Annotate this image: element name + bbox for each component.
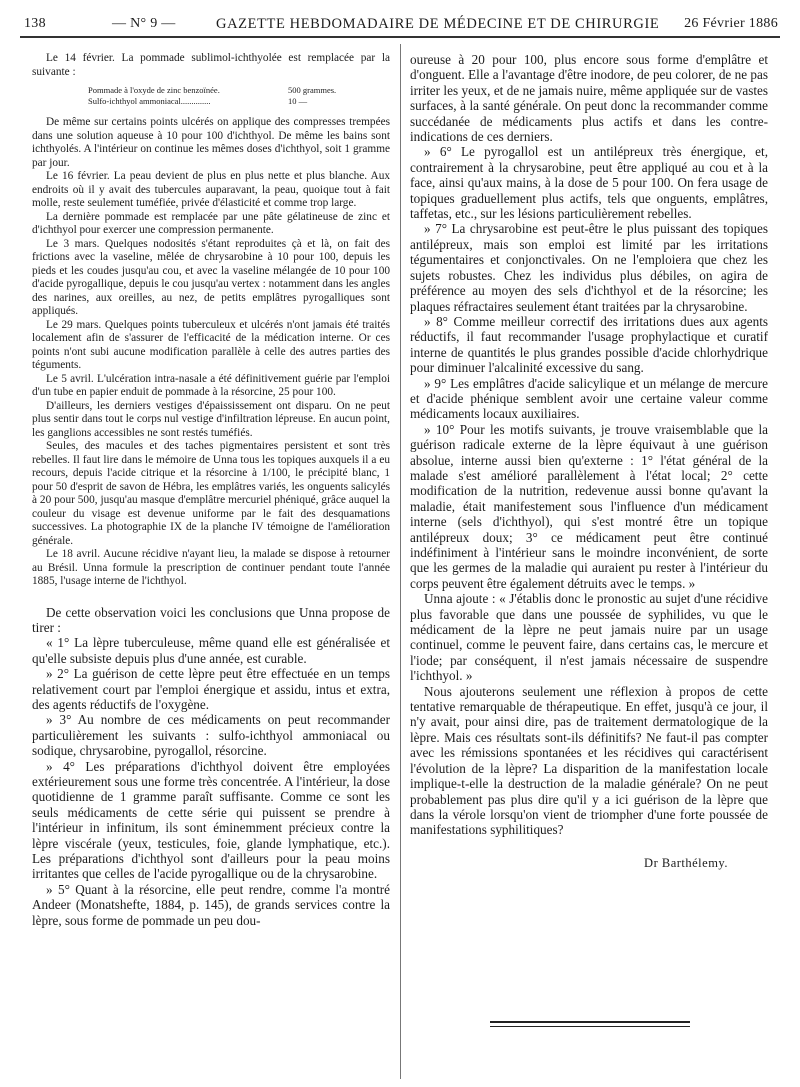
body-paragraph: » 10° Pour les motifs suivants, je trouve vraisemblable que la guérison radicale externe de la lèpre équivaut à une guérison absolue, interne aussi bien qu'externe : 1° l'état général de la malade s'est amélioré parallèlement à l'état local; 2° cette modification de la nutrition, redevenue aussi bonne qu'avant la maladie, était manifestement sous l'influence d'un médicament interne (sels d'ichthyol), qui s'est montré être un topique antilépreux doux; 3° ce médicament peut être continué indéfiniment à l'intérieur sans le moindre inconvénient, de sorte que les germes de la maladie qui auraient pu rester à l'intérieur du corps peuvent être également détruits avec le temps. » [410,421,768,591]
column-divider [400,44,401,1079]
formula-ingredient: Pommade à l'oxyde de zinc benzoïnée. [88,85,220,95]
end-rule [490,1021,690,1023]
case-paragraph: Seules, des macules et des taches pigmentaires persistent et sont très rebelles. Il faut lire dans le mémoire de Unna tous les topiques auxquels il a eu recours, depuis l'acide citrique et la résorcine à 1/100, le précipité blanc, 1 pour 50 d'esprit de savon de Hébra, les emplâtres variés, les onguents salicylés à 20 pour 500, jusqu'au masque d'emplâtre mercuriel phéniqué, grâce auquel la couleur du visage est devenue uniforme par le fait des desquamations successives. La photographie IX de la planche IV témoigne de l'amélioration générale. [32,440,390,547]
formula-quantity: 500 grammes. [288,85,337,95]
author-signature: Dr Barthélemy. [644,855,728,870]
body-paragraph: » 8° Comme meilleur correctif des irritations dues aux agents réductifs, il faut recommander l'usage prophylactique et curatif interne de quantités le plus grandes possible d'acide chlorhydrique pour diminuer l'alcalinité excessive du sang. [410,313,768,376]
case-paragraph: D'ailleurs, les derniers vestiges d'épaississement ont disparu. On ne peut plus sentir dans tout le corps nul vestige d'infiltration lépreuse. En aucun point, les ganglions accessibles ne sont restés tuméfiés. [32,399,390,439]
body-paragraph: » 9° Les emplâtres d'acide salicylique et un mélange de mercure et d'acide phénique semblent avoir une certaine valeur comme médicaments locaux auxiliaires. [410,375,768,422]
case-paragraph: La dernière pommade est remplacée par une pâte gélatineuse de zinc et d'ichthyol pour exercer une compression permanente. [32,210,390,236]
case-paragraph: Le 18 avril. Aucune récidive n'ayant lieu, la malade se dispose à retourner au Brésil. Unna formule la prescription de continuer pendant toute l'année 1885, l'usage interne de l'ichthyol. [32,548,390,587]
conclusion-item: » 4° Les préparations d'ichthyol doivent être employées extérieurement sous une forme très concentrée. A l'intérieur, la dose quotidienne de 1 gramme paraît suffisante. Comme ce sont les seuls médicaments de cette série qui puissent se prendre à l'intérieur in infinitum, ils sont éminemment précieux contre la lèpre viscérale (yeux, testicules, foie, glande lymphatique, etc.). Les préparations d'ichthyol sont d'ailleurs pour la peau moins irritantes que celles de l'acide pyrogallique ou de la chrysarobine. [32,758,390,882]
body-paragraph: Unna ajoute : « J'établis donc le pronostic au sujet d'une récidive plus favorable que dans une poussée de syphilides, vu que le médicament de la lèpre ne peut jamais nuire par un usage continuel, comme le peuvent faire, dans certains cas, le mercure et l'iode; par conséquent, il n'est jamais nécessaire de suspendre l'ichthyol. » [410,591,768,684]
case-paragraph: De même sur certains points ulcérés on applique des compresses trempées dans une solution aqueuse à 10 pour 100 d'ichthyol. De même les bains sont ichthyolés. A l'intérieur on continue les mêmes doses d'ichthyol, soit 1 gramme par jour. [32,116,390,169]
body-paragraph: Nous ajouterons seulement une réflexion à propos de cette tentative remarquable de thérapeutique. En effet, jusqu'à ce jour, il n'y avait, pour ainsi dire, pas de traitement dermatologique de la lèpre. Mais ces résultats sont-ils définitifs? Ne faut-il pas compter avec les rémissions spontanées et les récidives qui caractérisent l'évolution de la lèpre? La disparition de la manifestation locale implique-t-elle la destruction de la maladie générale? On ne peut probablement pas plus dire qu'il y a ici guérison de la lèpre que dans la vérole lorsqu'on vient de triompher d'une forte poussée de manifestations syphilitiques? [410,683,768,838]
case-paragraph: Le 3 mars. Quelques nodosités s'étant reproduites çà et là, on fait des frictions avec la vaseline, mêlée de chrysarobine à 10 pour 100, depuis les pieds et les coudes jusqu'au cou, et avec la vaseline mélangée de 10 pour 100 d'acide pyrogallique, depuis le cou jusqu'au vertex : notamment dans les angles des narines, aux oreilles, au nez, de petits emplâtres pyrogalliques sont appliqués. [32,237,390,317]
body-paragraph: » 7° La chrysarobine est peut-être le plus puissant des topiques antilépreux, mais son emploi est limité par les irritations tégumentaires et conjonctivales. On ne l'emploiera que chez les sujets robustes. Chez les individus plus débiles, on agira de préférence au moyen des sels d'ichthyol et de la résorcine; les plaques réfractaires seulement étant traitées par la chrysarobine. [410,221,768,314]
case-paragraph: Le 29 mars. Quelques points tuberculeux et ulcérés n'ont jamais été traités localement afin de s'assurer de l'efficacité de la médication interne. Or ces points n'ont subi aucune modification parallèle à celle des autres parties des téguments. [32,318,390,371]
formula-intro: Le 14 février. La pommade sublimol-ichthyolée est remplacée par la suivante : [32,52,390,78]
page-number: 138 [24,16,46,31]
journal-title: GAZETTE HEBDOMADAIRE DE MÉDECINE ET DE CHIRURGIE [216,16,660,32]
issue-number: — N° 9 — [112,16,176,31]
conclusion-item: » 5° Quant à la résorcine, elle peut rendre, comme l'a montré Andeer (Monatshefte, 1884, p. 145), de grands services contre la lèpre, sous forme de pommade un peu dou- [32,881,390,928]
end-rule-thin [490,1026,690,1027]
case-paragraph: Le 5 avril. L'ulcération intra-nasale a été définitivement guérie par l'emploi d'un tube en papier enduit de pommade à la résorcine, 25 pour 100. [32,372,390,398]
formula-table [88,85,390,107]
body-paragraph: oureuse à 20 pour 100, plus encore sous forme d'emplâtre et d'onguent. Elle a l'avantage d'être inodore, de peu colorer, de ne pas irriter les yeux, et de ne jamais nuire, même appliquée sur de vastes surfaces, à la santé générale. On peut donc la recommander comme succédanée de médicaments plus actifs et dans les contre-indications de ces derniers. [410,52,768,145]
conclusion-item: « 1° La lèpre tuberculeuse, même quand elle est généralisée et qu'elle subsiste depuis plus d'une année, est curable. [32,635,390,666]
conclusion-item: » 2° La guérison de cette lèpre peut être effectuée en un temps relativement court par l'emploi énergique et assidu, intus et extra, des agents réductifs de l'oxygène. [32,666,390,712]
page-header [20,12,780,34]
formula-ingredient: Sulfo-ichthyol ammoniacal.............. [88,96,211,106]
conclusion-intro: De cette observation voici les conclusions que Unna propose de tirer : [32,604,390,635]
body-paragraph: » 6° Le pyrogallol est un antilépreux très énergique, et, contrairement à la chrysarobine, peut être appliqué au cou et à la face, ainsi qu'aux mains, à la dose de 5 pour 100. On fera usage de topiques graduellement plus actifs, tels que onguents, emplâtres, taffetas, etc., sur les lésions particulièrement rebelles. [410,144,768,222]
formula-row [88,85,390,96]
right-column [410,52,768,871]
formula-quantity: 10 — [288,96,308,106]
header-rule [20,36,780,38]
conclusion-item: » 3° Au nombre de ces médicaments on peut recommander particulièrement les suivants : sulfo-ichthyol ammoniacal ou sodique, chrysarobine, pyrogallol, résorcine. [32,712,390,759]
formula-row [88,96,390,107]
left-column [32,52,390,928]
case-paragraph: Le 16 février. La peau devient de plus en plus nette et plus blanche. Aux endroits où il y avait des tubercules auparavant, la peau, quoique tout à fait molle, reste seulement tuméfiée, privée d'élasticité et comme trop large. [32,170,390,209]
issue-date: 26 Février 1886 [684,16,778,31]
